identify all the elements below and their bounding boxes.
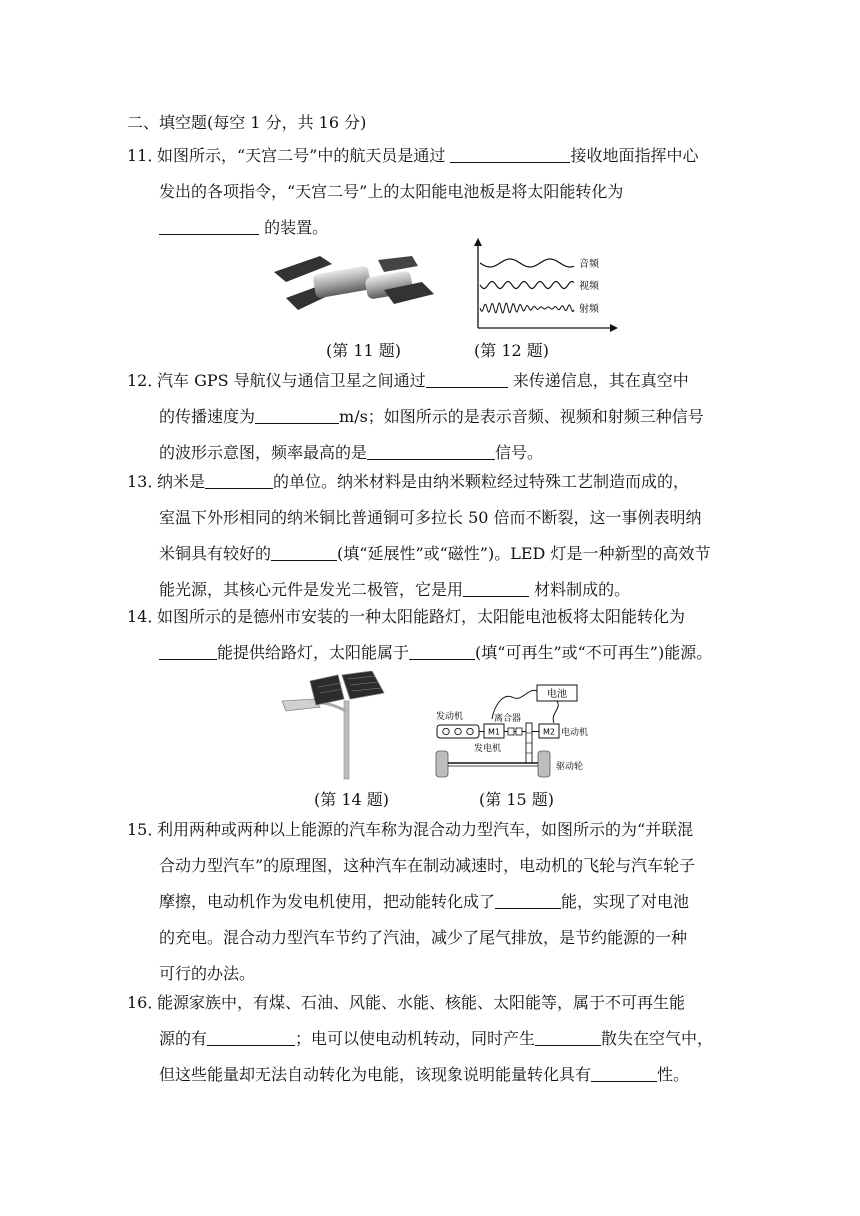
answer-blank[interactable] [495,888,561,909]
figure-14-caption: (第 14 题) [314,790,390,809]
hybrid-car-diagram [432,683,608,783]
space-station-figure [272,254,438,322]
question-number: 14． [127,607,164,626]
clutch-label: 离合器 [494,714,522,724]
answer-blank[interactable] [159,639,217,660]
answer-blank[interactable] [591,1061,657,1082]
wheel-label: 驱动轮 [556,762,584,772]
solar-street-lamp-figure [280,671,392,781]
engine-label: 发动机 [436,712,464,722]
video-label: 视频 [579,281,599,292]
question-number: 11． [127,146,164,165]
answer-blank[interactable] [463,576,529,597]
answer-blank[interactable] [205,468,273,489]
motor-label: 电动机 [561,728,589,738]
question-number: 16． [127,993,164,1012]
answer-blank[interactable] [367,439,495,460]
answer-blank[interactable] [535,1025,601,1046]
radio-label: 射频 [579,304,599,315]
question-13: 13．纳米是 的单位。纳米材料是由纳米颗粒经过特殊工艺制造而成的， 室温下外形相同的纳米铜比普通铜可多拉长 50 倍而不断裂，这一事例表明纳 米铜具有较好的 (填“延展性”或“磁性”)。LED 灯是一种新型的高效节 能光源，其核心元件是发光二极管，它是用 材料制成的。 [127,464,747,608]
answer-blank[interactable] [207,1025,295,1046]
answer-blank[interactable] [271,540,337,561]
section-title: 二、填空题(每空 1 分，共 16 分) [127,113,367,132]
answer-blank[interactable] [159,214,259,235]
question-14: 14．如图所示的是德州市安装的一种太阳能路灯，太阳能电池板将太阳能转化为 能提供给路灯，太阳能属于 (填“可再生”或“不可再生”)能源。 [127,599,747,671]
generator-label: 发电机 [474,744,502,754]
answer-blank[interactable] [255,403,339,424]
answer-blank[interactable] [409,639,475,660]
waveform-figure [470,236,620,332]
answer-blank[interactable] [426,367,508,388]
m2-label: M2 [543,727,555,737]
question-16: 16．能源家族中，有煤、石油、风能、水能、核能、太阳能等，属于不可再生能 源的有 ；电可以使电动机转动，同时产生 散失在空气中， 但这些能量却无法自动转化为电能，该现象说明能量转化具有 性。 [127,985,747,1093]
figure-11-caption: (第 11 题) [326,341,402,360]
figure-12-caption: (第 12 题) [474,341,550,360]
question-number: 12． [127,371,164,390]
question-number: 15． [127,820,164,839]
m1-label: M1 [488,727,500,737]
question-11: 11．如图所示，“天宫二号”中的航天员是通过 接收地面指挥中心 发出的各项指令，“天宫二号”上的太阳能电池板是将太阳能转化为 的装置。 [127,138,747,246]
battery-label: 电池 [547,689,567,700]
question-12: 12．汽车 GPS 导航仪与通信卫星之间通过 来传递信息，其在真空中 的传播速度为 m/s；如图所示的是表示音频、视频和射频三种信号 的波形示意图，频率最高的是 信号。 [127,363,747,471]
question-number: 13． [127,472,164,491]
audio-label: 音频 [579,259,599,270]
answer-blank[interactable] [450,142,570,163]
figure-15-caption: (第 15 题) [479,790,555,809]
question-15: 15．利用两种或两种以上能源的汽车称为混合动力型汽车，如图所示的为“并联混 合动力型汽车”的原理图，这种汽车在制动减速时，电动机的飞轮与汽车轮子 摩擦，电动机作为发电机使用，把动能转化成了 能，实现了对电池 的充电。混合动力型汽车节约了汽油，减少了尾气排放，是节约能源的一种 可行的办法。 [127,812,747,992]
